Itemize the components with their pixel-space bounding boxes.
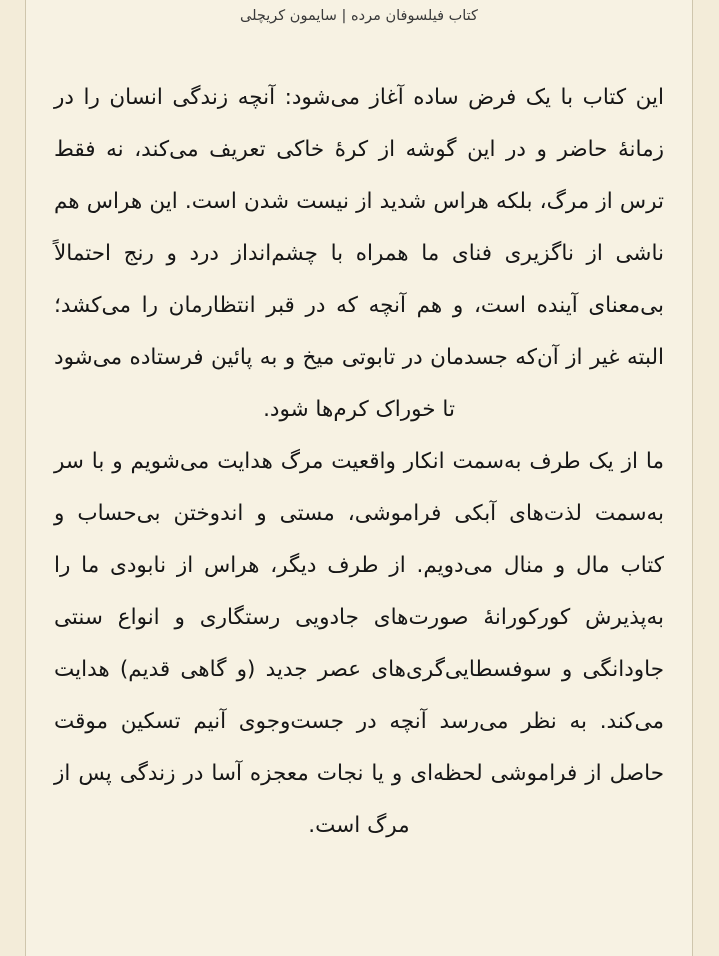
page-header: کتاب فیلسوفان مرده | سایمون کریچلی <box>240 8 478 24</box>
paragraph-2: ما از یک طرف به‌سمت انکار واقعیت مرگ هدایت می‌شویم و با سر به‌سمت لذت‌های آبکی فراموشی، مستی و اندوختن بی‌حساب و کتاب مال و منال می‌دویم. از طرف دیگر، هراس از نابودی ما را به‌پذیرش کورکورانهٔ صورت‌های جادویی رستگاری و انواع سنتی جاودانگی و سوفسطایی‌گری‌های عصر جدید (و گاهی قدیم) هدایت می‌کند. به نظر می‌رسد آنچه در جست‌وجوی آنیم تسکین موقت حاصل از فراموشی لحظه‌ای و یا نجات معجزه آسا در زندگی پس از مرگ است. <box>54 449 664 838</box>
body-text <box>54 72 664 852</box>
paragraph-1: این کتاب با یک فرض ساده آغاز می‌شود: آنچه زندگی انسان را در زمانهٔ حاضر و در این گوشه از کرهٔ خاکی تعریف می‌کند، نه فقط ترس از مرگ، بلکه هراس شدید از نیست شدن است. این هراس هم ناشی از ناگزیری فنای ما همراه با چشم‌انداز درد و رنج احتمالاً بی‌معنای آینده است، و هم آنچه که در قبر انتظارمان را می‌کشد؛ البته غیر از آن‌که جسدمان در تابوتی میخ و به پائین فرستاده می‌شود تا خوراک کرم‌ها شود. <box>54 85 664 422</box>
book-page <box>25 0 693 956</box>
